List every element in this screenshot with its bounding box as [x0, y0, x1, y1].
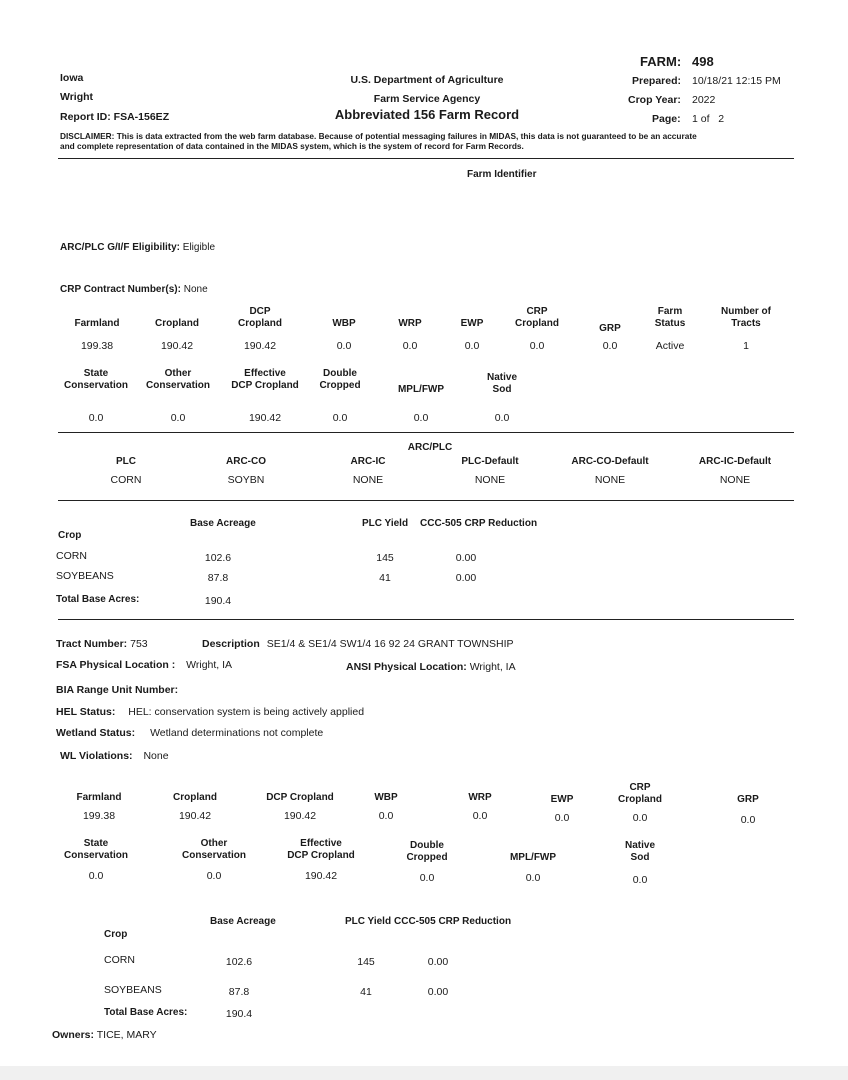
col-header: Effective DCP Cropland [287, 838, 355, 861]
col-value: 0.0 [88, 870, 104, 882]
farm-wrp-col [380, 304, 440, 352]
arcplc-arc-ic-default-col [690, 456, 780, 486]
base-acreage-header: Base Acreage [190, 518, 256, 529]
col-header: ARC-CO-Default [571, 456, 649, 467]
ansi-location-value: Wright, IA [469, 661, 516, 673]
report-id-value: FSA-156EZ [113, 111, 170, 123]
col-value: 0.0 [554, 812, 570, 824]
fsa-location-value: Wright, IA [186, 659, 233, 671]
tract-effective-dcp-col [278, 838, 364, 882]
col-value: 0.0 [740, 814, 756, 826]
owners [52, 1029, 157, 1041]
section-divider [58, 432, 794, 433]
farm-native-sod-col [472, 368, 532, 424]
farm-crp-cropland-col [506, 304, 568, 352]
col-header: Farm Status [654, 306, 686, 329]
tract-number [56, 638, 148, 650]
eligibility-value: Eligible [182, 242, 216, 253]
hel-status-value: HEL: conservation system is being actively applied [128, 706, 365, 718]
tract-other-conservation-col [174, 838, 254, 882]
col-header: ARC-IC-Default [698, 456, 772, 467]
table-row-plc: 145 [357, 956, 375, 968]
tract-description [202, 638, 514, 650]
col-value: SOYBN [227, 474, 265, 486]
farm-number-of-tracts-col [708, 304, 784, 352]
disclaimer-label: DISCLAIMER: [60, 131, 115, 141]
hel-status [56, 706, 364, 718]
tract-native-sod-col [610, 838, 670, 886]
col-header: CRP Cropland [515, 306, 559, 329]
table-row-plc: 41 [360, 986, 372, 998]
col-header: ARC-CO [226, 456, 266, 467]
wl-violations [60, 750, 169, 762]
table-row-crop: SOYBEANS [56, 570, 114, 582]
col-value: NONE [594, 474, 626, 486]
ccc-505-header: CCC-505 CRP Reduction [420, 518, 538, 529]
tract-total-base-acres-value: 190.4 [225, 1008, 253, 1020]
farm-ewp-col [442, 304, 502, 352]
tract-crop-header: Crop [104, 929, 128, 940]
eligibility [60, 242, 215, 253]
table-row-ccc: 0.00 [455, 572, 477, 584]
col-header: PLC [116, 456, 136, 467]
wl-violations-label: WL Violations: [60, 750, 133, 762]
county: Wright [60, 91, 94, 103]
farm-other-conservation-col [138, 368, 218, 424]
crop-year-value: 2022 [692, 94, 716, 106]
ansi-physical-location [346, 661, 516, 673]
farm-state-conservation-col [56, 368, 136, 424]
fsa-physical-location [56, 659, 232, 671]
col-value: NONE [719, 474, 751, 486]
section-divider [58, 500, 794, 501]
col-header: WRP [398, 318, 422, 329]
total-base-acres-label: Total Base Acres: [56, 594, 140, 605]
col-header: GRP [599, 323, 621, 334]
tract-mpl-fwp-col [498, 838, 568, 884]
farm-label: FARM: [640, 54, 682, 69]
col-header: State Conservation [64, 368, 128, 391]
col-value: NONE [474, 474, 506, 486]
col-value: 0.0 [632, 874, 648, 886]
tract-farmland-col [64, 780, 134, 826]
col-value: 190.42 [304, 870, 338, 882]
table-row-plc: 41 [379, 572, 391, 584]
ansi-location-label: ANSI Physical Location: [346, 661, 467, 673]
col-value: 0.0 [525, 872, 541, 884]
col-value: 0.0 [472, 810, 488, 822]
col-value: 0.0 [170, 412, 186, 424]
state: Iowa [60, 72, 84, 84]
col-value: 0.0 [88, 412, 104, 424]
table-row-plc: 145 [376, 552, 394, 564]
farm-wbp-col [314, 304, 374, 352]
tract-grp-col [718, 780, 778, 826]
col-value: NONE [352, 474, 384, 486]
col-header: MPL/FWP [397, 384, 445, 395]
plc-yield-header: PLC Yield [361, 518, 409, 529]
col-value: 199.38 [80, 340, 114, 352]
col-header: Number of Tracts [721, 306, 771, 329]
disclaimer [60, 131, 697, 151]
col-header: WRP [468, 792, 492, 803]
page-label: Page: [652, 113, 681, 125]
tract-wbp-col [356, 780, 416, 826]
disclaimer-line-2: and complete representation of data contained in the MIDAS system, which is the system of record for Farm Records. [60, 141, 524, 151]
col-value: 190.42 [160, 340, 194, 352]
col-header: EWP [550, 794, 574, 805]
col-value: 190.42 [283, 810, 317, 822]
table-row-ccc: 0.00 [427, 956, 449, 968]
prepared-value: 10/18/21 12:15 PM [692, 75, 781, 87]
col-header: Farmland [76, 792, 122, 803]
farm-number: 498 [692, 54, 714, 69]
farm-farmland-col [62, 304, 132, 352]
col-value: 190.42 [178, 810, 212, 822]
tract-description-label: Description [202, 638, 260, 650]
col-value: CORN [110, 474, 142, 486]
crop-year-label: Crop Year: [628, 94, 681, 106]
farm-grp-col [580, 304, 640, 352]
table-row-ccc: 0.00 [455, 552, 477, 564]
tract-base-acreage-header: Base Acreage [210, 916, 276, 927]
table-row-crop: CORN [56, 550, 87, 562]
col-header: PLC-Default [461, 456, 519, 467]
col-header: Native Sod [486, 372, 517, 395]
col-header: CRP Cropland [618, 782, 662, 805]
col-header: Cropland [173, 792, 217, 803]
arcplc-title: ARC/PLC [407, 442, 453, 453]
col-value: 0.0 [419, 872, 435, 884]
farm-identifier-label: Farm Identifier [467, 169, 537, 180]
arcplc-plc-default-col [448, 456, 532, 486]
farm-mpl-fwp-col [386, 368, 456, 424]
crp-contract-value: None [183, 284, 208, 295]
tract-description-value: SE1/4 & SE1/4 SW1/4 16 92 24 GRANT TOWNSHIP [266, 638, 514, 650]
table-row-base: 102.6 [204, 552, 232, 564]
col-header: DCP Cropland [266, 792, 334, 803]
total-base-acres-value: 190.4 [204, 595, 232, 607]
owners-label: Owners: [52, 1029, 95, 1041]
department: U.S. Department of Agriculture [350, 74, 504, 86]
report-id [60, 111, 169, 123]
col-value: 0.0 [402, 340, 418, 352]
hel-status-label: HEL Status: [56, 706, 116, 718]
col-header: Farmland [74, 318, 120, 329]
tract-number-value: 753 [130, 638, 148, 650]
col-value: 0.0 [494, 412, 510, 424]
col-value: 0.0 [602, 340, 618, 352]
crp-contract-label: CRP Contract Number(s): [60, 284, 181, 295]
page-title: Abbreviated 156 Farm Record [334, 107, 520, 122]
table-row-base: 87.8 [207, 572, 229, 584]
col-value: 0.0 [464, 340, 480, 352]
tract-cropland-col [160, 780, 230, 826]
arcplc-arc-ic-col [328, 456, 408, 486]
page-bottom-edge [0, 1066, 848, 1080]
col-header: Double Cropped [319, 368, 361, 391]
col-header: Cropland [155, 318, 199, 329]
col-header: Native Sod [624, 840, 655, 863]
farm-double-cropped-col [310, 368, 370, 424]
col-header: ARC-IC [350, 456, 386, 467]
tract-plc-yield-header: PLC Yield [344, 916, 392, 927]
tract-ewp-col [532, 780, 592, 826]
tract-total-base-acres-label: Total Base Acres: [104, 1007, 188, 1018]
col-header: WBP [332, 318, 356, 329]
tract-number-label: Tract Number: [56, 638, 128, 650]
owners-value: TICE, MARY [96, 1029, 157, 1041]
page-number: 1 of 2 [692, 113, 725, 125]
col-header: GRP [737, 794, 759, 805]
col-header: Other Conservation [182, 838, 246, 861]
tract-double-cropped-col [396, 838, 458, 884]
table-row-ccc: 0.00 [427, 986, 449, 998]
report-id-label: Report ID: [60, 111, 111, 123]
fsa-location-label: FSA Physical Location : [56, 659, 176, 671]
wetland-status [56, 727, 323, 739]
bia-range-unit-label: BIA Range Unit Number: [56, 684, 179, 696]
farm-dcp-cropland-col [225, 304, 295, 352]
wetland-status-value: Wetland determinations not complete [150, 727, 324, 739]
col-header: Double Cropped [406, 840, 448, 863]
eligibility-label: ARC/PLC G/I/F Eligibility: [60, 242, 180, 253]
col-value: 190.42 [243, 340, 277, 352]
wetland-status-label: Wetland Status: [56, 727, 136, 739]
col-value: 0.0 [332, 412, 348, 424]
table-row-base: 102.6 [225, 956, 253, 968]
disclaimer-line-1: This is data extracted from the web farm database. Because of potential messaging failures in MIDAS, this data is not guaranteed to be an accurate [116, 131, 697, 141]
header-divider [58, 158, 794, 159]
section-divider [58, 619, 794, 620]
col-value: 190.42 [248, 412, 282, 424]
col-value: Active [655, 340, 685, 352]
arcplc-arc-co-default-col [562, 456, 658, 486]
col-value: 0.0 [632, 812, 648, 824]
farm-status-col [640, 304, 700, 352]
col-value: 0.0 [206, 870, 222, 882]
col-header: State Conservation [64, 838, 128, 861]
col-value: 0.0 [378, 810, 394, 822]
col-header: Other Conservation [146, 368, 210, 391]
arcplc-arc-co-col [206, 456, 286, 486]
col-header: WBP [374, 792, 398, 803]
col-value: 199.38 [82, 810, 116, 822]
col-header: DCP Cropland [238, 306, 282, 329]
col-value: 0.0 [529, 340, 545, 352]
tract-ccc-505-header: CCC-505 CRP Reduction [394, 916, 512, 927]
tract-state-conservation-col [56, 838, 136, 882]
farm-cropland-col [142, 304, 212, 352]
agency: Farm Service Agency [373, 93, 481, 105]
prepared-label: Prepared: [632, 75, 682, 87]
col-header: MPL/FWP [509, 852, 557, 863]
crop-header: Crop [58, 530, 82, 541]
crp-contract [60, 284, 208, 295]
table-row-base: 87.8 [228, 986, 250, 998]
table-row-crop: CORN [104, 954, 135, 966]
farm-effective-dcp-col [222, 368, 308, 424]
wl-violations-value: None [143, 750, 169, 762]
col-header: EWP [460, 318, 484, 329]
col-value: 0.0 [413, 412, 429, 424]
tract-crp-cropland-col [606, 780, 674, 826]
tract-dcp-cropland-col [258, 780, 342, 826]
tract-wrp-col [450, 780, 510, 826]
arcplc-plc-col [86, 456, 166, 486]
col-value: 0.0 [336, 340, 352, 352]
table-row-crop: SOYBEANS [104, 984, 162, 996]
col-header: Effective DCP Cropland [231, 368, 299, 391]
col-value: 1 [743, 340, 749, 352]
